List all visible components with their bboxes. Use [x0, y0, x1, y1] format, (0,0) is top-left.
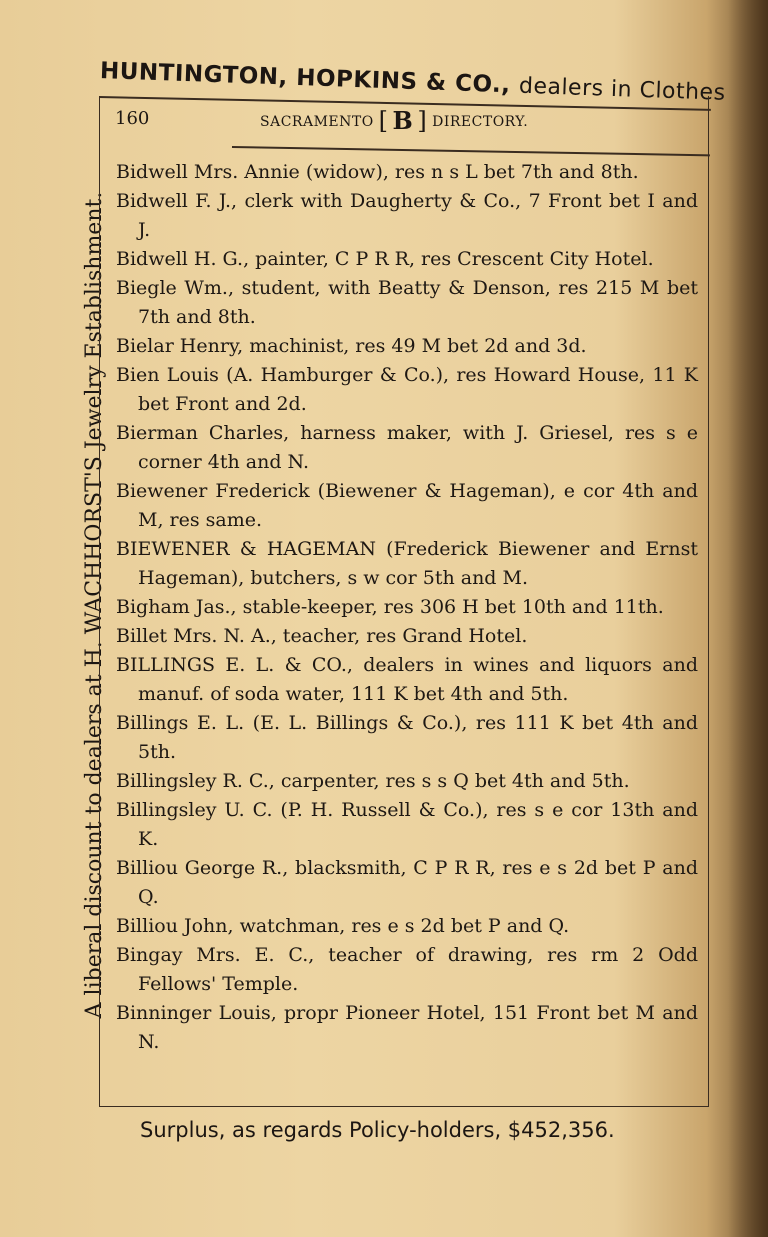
- directory-entry: Biegle Wm., student, with Beatty & Denson, res 215 M bet 7th and 8th.: [116, 277, 698, 328]
- directory-entry: Bidwell H. G., painter, C P R R, res Crescent City Hotel.: [116, 248, 654, 270]
- running-head-directory: DIRECTORY.: [432, 114, 529, 130]
- running-head: [115, 106, 705, 134]
- bottom-advertisement-banner: Surplus, as regards Policy-holders, $452,356.: [140, 1118, 615, 1142]
- running-head-city: SACRAMENTO: [260, 114, 374, 130]
- top-banner-trade: dealers in Clothes: [518, 73, 726, 106]
- side-advertisement-banner: A liberal discount to dealers at H. WACHHORST'S Jewelry Establishment.: [82, 191, 107, 1019]
- top-banner-firm: HUNTINGTON, HOPKINS & CO.,: [99, 58, 511, 99]
- book-spine-shadow: [728, 0, 768, 1237]
- running-head-title: SACRAMENTO [ B ] DIRECTORY.: [260, 106, 529, 135]
- directory-entry: BILLINGS E. L. & CO., dealers in wines and liquors and manuf. of soda water, 111 K bet 4th and 5th.: [116, 654, 698, 705]
- directory-entry: Bidwell F. J., clerk with Daugherty & Co., 7 Front bet I and J.: [116, 190, 698, 241]
- directory-entry: Billingsley U. C. (P. H. Russell & Co.), res s e cor 13th and K.: [116, 799, 698, 850]
- directory-entry: Biewener Frederick (Biewener & Hageman), e cor 4th and M, res same.: [116, 480, 698, 531]
- directory-entry: Billiou John, watchman, res e s 2d bet P and Q.: [116, 915, 570, 937]
- directory-entry: Billiou George R., blacksmith, C P R R, res e s 2d bet P and Q.: [116, 857, 698, 908]
- directory-entry: Billet Mrs. N. A., teacher, res Grand Hotel.: [116, 625, 528, 647]
- directory-entries: [116, 158, 698, 1057]
- directory-entry: Billings E. L. (E. L. Billings & Co.), res 111 K bet 4th and 5th.: [116, 712, 698, 763]
- directory-entry: Bierman Charles, harness maker, with J. Griesel, res s e corner 4th and N.: [116, 422, 698, 473]
- directory-entry: Billingsley R. C., carpenter, res s s Q bet 4th and 5th.: [116, 770, 630, 792]
- directory-entry: Bingay Mrs. E. C., teacher of drawing, res rm 2 Odd Fellows' Temple.: [116, 944, 698, 995]
- directory-entry: BIEWENER & HAGEMAN (Frederick Biewener and Ernst Hageman), butchers, s w cor 5th and M.: [116, 538, 698, 589]
- directory-entry: Bigham Jas., stable-keeper, res 306 H bet 10th and 11th.: [116, 596, 664, 618]
- page-number: 160: [115, 108, 150, 129]
- directory-entry: Bien Louis (A. Hamburger & Co.), res Howard House, 11 K bet Front and 2d.: [116, 364, 698, 415]
- directory-entry: Bidwell Mrs. Annie (widow), res n s L bet 7th and 8th.: [116, 161, 639, 183]
- directory-entry: Binninger Louis, propr Pioneer Hotel, 151 Front bet M and N.: [116, 1002, 698, 1053]
- directory-entry: Bielar Henry, machinist, res 49 M bet 2d and 3d.: [116, 335, 587, 357]
- running-head-letter: B: [392, 106, 414, 135]
